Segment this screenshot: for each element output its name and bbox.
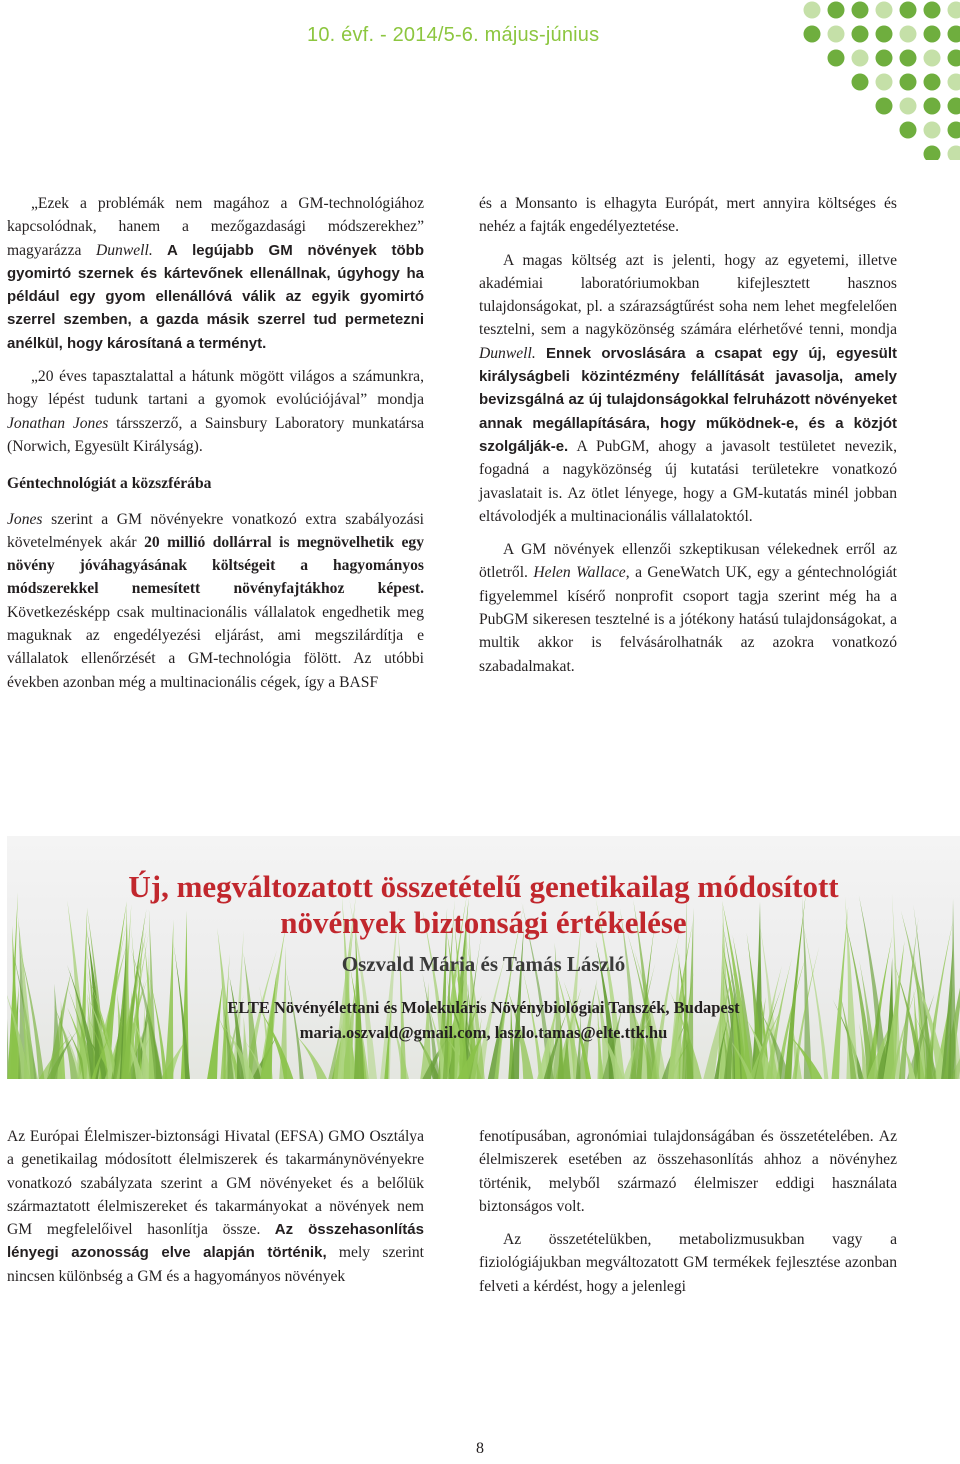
article-title-line-2: növények biztonsági értékelése: [280, 905, 687, 940]
text-segment: szerint a GM növényekre vonatkozó extra szabályozási követelmények akár: [7, 510, 424, 551]
decorative-dot: [900, 26, 917, 43]
paragraph-monsanto: és a Monsanto is elhagyta Európát, mert annyira költséges és nehéz a fajták engedélyeztetése.: [479, 195, 897, 236]
decorative-dot: [804, 2, 821, 19]
decorative-dot: [876, 50, 893, 67]
text-segment: mely szerint nincsen különbség a GM és a hagyományos növények: [7, 1244, 424, 1285]
decorative-dot: [948, 26, 960, 43]
decorative-dot: [900, 50, 917, 67]
decorative-dot: [876, 26, 893, 43]
text-segment: „Ezek a problémák nem magához a GM-technológiához kapcsolódnak, hanem a mezőgazdasági módszerekhez” magyarázza: [7, 195, 424, 259]
section-heading: Géntechnológiát a közszférába: [7, 475, 212, 493]
decorative-dot: [924, 98, 941, 115]
text-segment: „20 éves tapasztalattal a hátunk mögött világos a számunkra, hogy lépést tudunk tartani a gyomok evolúciójával” mondja: [7, 368, 424, 409]
text-segment: társszerző, a Sainsbury Laboratory munkatársa (Norwich, Egyesült Királyság).: [7, 414, 424, 455]
text-segment: Az Európai Élelmiszer-biztonsági Hivatal (EFSA) GMO Osztálya a genetikailag módosított élelmiszerek és takarmánynövényekre vonatkozó szabályzata szerint a GM növényeket és a belőlük származtatott élelmiszereket és takarmányokat a növények nem GM megfelelőivel hasonlítja össze.: [7, 1128, 424, 1239]
person-name: Jonathan Jones: [7, 414, 109, 432]
highlighted-text: Ennek orvoslására a csapat egy új, egyesült királyságbeli közintézmény felállítását javasolja, amely bevizsgálná az új tulajdonságokkal felruházott növényeket annak megállapítására, hogy működnek-e, és a közjót szolgálják-e.: [479, 344, 897, 455]
paragraph-opponents: [479, 538, 897, 678]
decorative-dot-pattern: [780, 0, 960, 160]
left-column-top: [7, 192, 424, 694]
decorative-dot: [924, 50, 941, 67]
text-segment: A GM növények ellenzői szkeptikusan vélekednek erről az ötletről.: [479, 541, 897, 582]
decorative-dot: [924, 74, 941, 91]
decorative-dot: [900, 74, 917, 91]
decorative-dot: [948, 2, 960, 19]
paragraph-efsa: [7, 1125, 424, 1288]
article-title-line-1: Új, megváltozatott összetételű genetikailag módosított: [128, 869, 839, 904]
article-title-banner: [7, 836, 960, 1079]
article-authors: Oszvald Mária és Tamás László: [341, 952, 626, 976]
decorative-dot: [852, 26, 869, 43]
paragraph-regulation: [7, 508, 424, 694]
paragraph-pubgm: [479, 249, 897, 529]
decorative-dot: [876, 74, 893, 91]
decorative-dot: [828, 50, 845, 67]
decorative-dot: [948, 98, 960, 115]
person-name: Helen Wallace: [533, 564, 626, 582]
decorative-dot: [852, 2, 869, 19]
decorative-dot: [852, 50, 869, 67]
right-column-bottom: [479, 1125, 897, 1298]
page-number: 8: [476, 1440, 484, 1457]
decorative-dot: [900, 98, 917, 115]
author-emails: maria.oszvald@gmail.com, laszlo.tamas@elte.ttk.hu: [299, 1023, 668, 1042]
decorative-dot: [804, 26, 821, 43]
decorative-dot: [876, 2, 893, 19]
journal-issue-header: 10. évf. - 2014/5-6. május-június: [307, 24, 600, 46]
decorative-dot: [924, 26, 941, 43]
highlighted-text: A legújabb GM növények több gyomirtó szernek és kártevőnek ellenállnak, úgyhogy ha például egy gyom ellenállóvá válik az egyik gyomirtó szerrel szemben, a gazda másik szerrel tud permetezni anélkül, hogy károsítaná a terményt.: [7, 241, 424, 352]
right-column-top: [479, 192, 897, 678]
text-segment: Következésképp csak multinacionális vállalatok engedhetik meg maguknak az engedélyezési eljárást, ami megszilárdítja e vállalatok ellenőrzését a GM-technológia fölött. Az utóbbi években azonban még a multinacionális cégek, így a BASF: [7, 603, 424, 691]
decorative-dot: [948, 50, 960, 67]
decorative-dot: [900, 122, 917, 139]
decorative-dot: [852, 74, 869, 91]
person-name: Jones: [7, 510, 43, 528]
paragraph-metabolism: Az összetételükben, metabolizmusukban vagy a fiziológiájukban megváltozatott GM termékek fejlesztése azonban felveti a kérdést, hogy a jelenlegi: [479, 1231, 897, 1295]
highlighted-text: Az összehasonlítás lényegi azonosság elve alapján történik,: [7, 1221, 424, 1262]
decorative-dot: [900, 2, 917, 19]
left-column-bottom: [7, 1125, 424, 1288]
text-segment: , a GeneWatch UK, egy a géntechnológiát figyelemmel kísérő nonprofit csoport tagja szerint még ha a PubGM sikeresen tesztelné is a jótékony hatású tulajdonságokat, a multik akkor is felvásárolhatnák az azokra vonatkozó szabadalmakat.: [479, 564, 897, 675]
text-segment: A PubGM, ahogy a javasolt testületet nevezik, fogadná a nagyközönség új kutatási területekre vonatkozó javaslatait is. Az ötlet lényege, hogy a GM-kutatás minél jobban eltávolodjék a multinacionális vállalatoktól.: [479, 437, 897, 525]
author-affiliation: ELTE Növényélettani és Molekuláris Növénybiológiai Tanszék, Budapest: [227, 998, 740, 1017]
decorative-dot: [948, 122, 960, 139]
decorative-dot: [948, 146, 960, 161]
decorative-dot: [948, 74, 960, 91]
highlighted-text: 20 millió dollárral is megnövelhetik egy növény jóváhagyásának költségeit a hagyományos módszerekkel nemesített növényfajtákhoz képest.: [7, 533, 425, 598]
paragraph-quote-jones: [7, 365, 424, 458]
paragraph-phenotype: fenotípusában, agronómiai tulajdonságában és összetételében. Az élelmiszerek esetében az összehasonlítás ahhoz a növényhez történik, melyből származó élelmiszer eddigi használata biztonságos volt.: [479, 1128, 897, 1215]
decorative-dot: [924, 122, 941, 139]
decorative-dot: [828, 2, 845, 19]
decorative-dot: [876, 98, 893, 115]
decorative-dot: [828, 26, 845, 43]
decorative-dot: [924, 2, 941, 19]
decorative-dot: [924, 146, 941, 161]
person-name: Dunwell.: [95, 241, 153, 259]
text-segment: A magas költség azt is jelenti, hogy az egyetemi, illetve akadémiai laboratóriumokban kifejlesztett hasznos tulajdonságokat, pl. a szárazságtűrést soha nem lehet megfelelően tesztelni, sem a nagyközönség számára elérhetővé tenni, mondja: [479, 251, 897, 339]
paragraph-quote-dunwell: [7, 192, 424, 355]
person-name: Dunwell.: [479, 344, 536, 362]
